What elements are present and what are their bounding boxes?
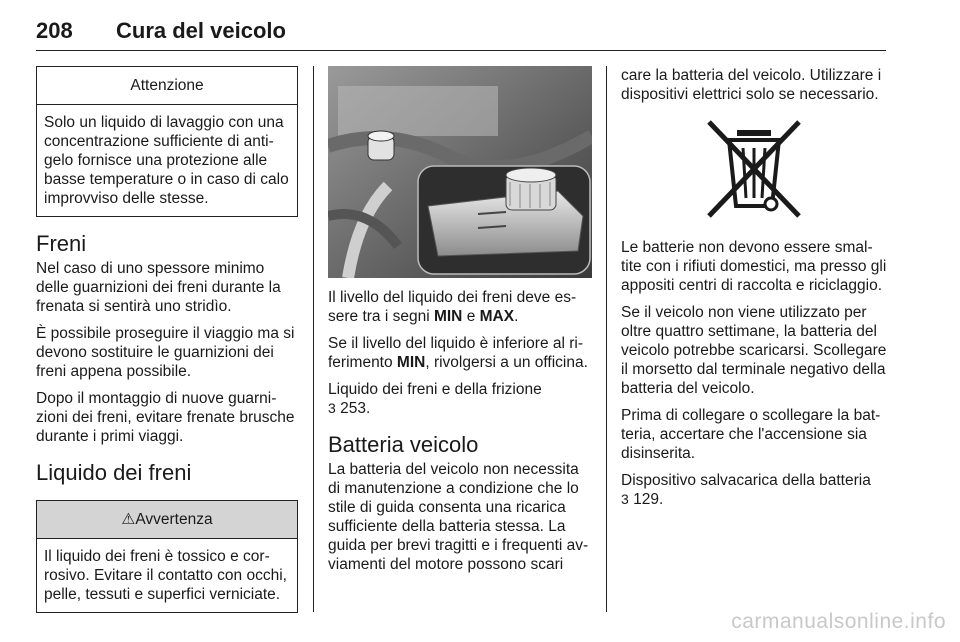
max-mark: MAX bbox=[479, 308, 515, 325]
fluid-level-paragraph: Il livello del liquido dei freni deve essere tra i segni MIN e MAX. bbox=[328, 289, 577, 325]
column-divider bbox=[313, 66, 314, 612]
column-divider bbox=[606, 66, 607, 612]
section-title: Cura del veicolo bbox=[116, 18, 286, 43]
brakes-paragraph: Dopo il montaggio di nuove guarnizioni dei freni, evitare frenate brusche durante i primi viaggi. bbox=[36, 390, 295, 445]
attention-title: Attenzione bbox=[37, 67, 297, 105]
page-ref-arrow-icon: 3 bbox=[621, 491, 629, 507]
attention-box bbox=[36, 66, 298, 217]
warning-text: Il liquido dei freni è tossico e corrosivo. Evitare il contatto con occhi, pelle, tessuti e superfici verniciate. bbox=[44, 548, 287, 603]
brakes-paragraph: È possibile proseguire il viaggio ma si devono sostituire le guarnizioni dei freni appena possibile. bbox=[36, 325, 295, 380]
warning-box bbox=[36, 500, 298, 613]
warning-title-text: Avvertenza bbox=[135, 511, 213, 528]
battery-saver-paragraph: Dispositivo salvacarica della batteria 3 129. bbox=[621, 472, 871, 508]
attention-text: Solo un liquido di lavaggio con una concentrazione sufficiente di antigelo fornisce una protezione alle basse temperature o in caso di calo improvviso delle stesse. bbox=[44, 114, 289, 207]
battery-connect-paragraph: Prima di collegare o scollegare la batteria, accertare che l'accensione sia disinserita. bbox=[621, 407, 881, 462]
fluid-low-paragraph: Se il livello del liquido è inferiore al riferimento MIN, rivolgersi a un officina. bbox=[328, 335, 588, 371]
column-1 bbox=[36, 66, 298, 627]
battery-paragraph: La batteria del veicolo non necessita di manutenzione a condizione che lo stile di guida consenta una ricarica sufficiente della batteria stessa. La guida per brevi tragitti e i frequenti avviamenti del motore possono scari bbox=[328, 461, 589, 573]
page-ref-arrow-icon: 3 bbox=[328, 400, 336, 416]
brake-fluid-reservoir-photo bbox=[328, 66, 592, 278]
brake-fluid-heading: Liquido dei freni bbox=[36, 460, 192, 485]
page-number: 208 bbox=[36, 18, 73, 43]
min-mark: MIN bbox=[396, 354, 426, 371]
warning-title bbox=[37, 501, 297, 539]
battery-storage-paragraph: Se il veicolo non viene utilizzato per oltre quattro settimane, la batteria del veicolo potrebbe scaricarsi. Scollegare il morsetto dal terminale negativo della batteria del veicolo. bbox=[621, 304, 887, 397]
battery-disposal-paragraph: Le batterie non devono essere smaltite con i rifiuti domestici, ma presso gli appositi centri di raccolta e riciclaggio. bbox=[621, 239, 887, 294]
column-2 bbox=[328, 66, 592, 582]
min-mark: MIN bbox=[433, 308, 463, 325]
brakes-heading: Freni bbox=[36, 231, 87, 256]
page-ref-link[interactable]: 129. bbox=[633, 491, 664, 508]
watermark-logo: carmanualsonline.info bbox=[731, 610, 946, 633]
crossed-bin-icon bbox=[699, 114, 809, 224]
page-ref-link[interactable]: 253. bbox=[340, 400, 371, 417]
fluid-ref-paragraph: Liquido dei freni e della frizione 3 253. bbox=[328, 381, 542, 417]
column-3 bbox=[621, 66, 887, 517]
page-header bbox=[36, 10, 886, 51]
warning-icon: ⚠ bbox=[121, 511, 136, 528]
battery-heading: Batteria veicolo bbox=[328, 432, 479, 457]
battery-paragraph: care la batteria del veicolo. Utilizzare i dispositivi elettrici solo se necessario. bbox=[621, 67, 882, 103]
brakes-paragraph: Nel caso di uno spessore minimo delle guarnizioni dei freni durante la frenata si sentirà uno stridìo. bbox=[36, 260, 281, 315]
